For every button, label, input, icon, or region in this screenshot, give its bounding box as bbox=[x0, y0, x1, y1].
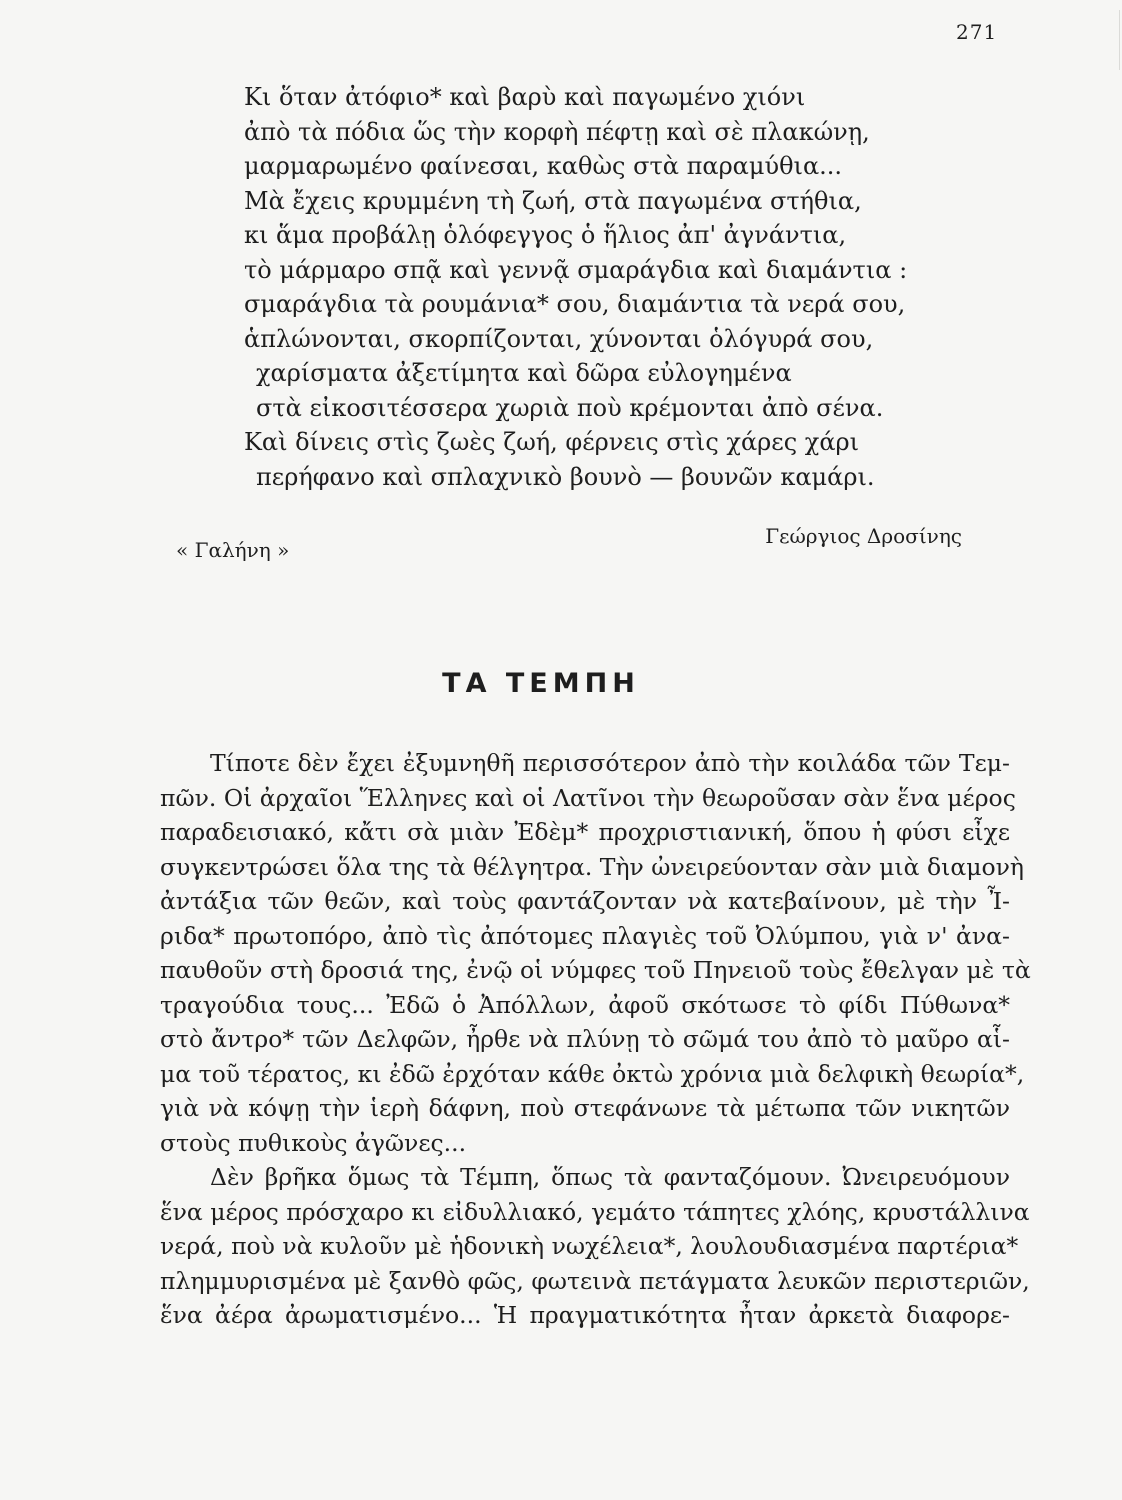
poem-author: Γεώργιος Δροσίνης bbox=[765, 524, 962, 548]
article-line: μα τοῦ τέρατος, κι ἐδῶ ἐρχόταν κάθε ὀκτὼ χρόνια μιὰ δελφικὴ θεωρία*, bbox=[160, 1059, 1025, 1088]
article-line: ἕνα ἀέρα ἀρωματισμένο... Ἡ πραγματικότητα ἦταν ἀρκετὰ διαφορε- bbox=[160, 1301, 1010, 1329]
poem-line: κι ἅμα προβάλῃ ὁλόφεγγος ὁ ἥλιος ἀπ' ἀγνάντια, bbox=[244, 221, 847, 249]
poem-line: στὰ εἰκοσιτέσσερα χωριὰ ποὺ κρέμονται ἀπὸ σένα. bbox=[256, 393, 884, 422]
page-number: 271 bbox=[956, 20, 998, 44]
article-line: ριδα* πρωτοπόρο, ἀπὸ τὶς ἀπότομες πλαγιὲς τοῦ Ὀλύμπου, γιὰ ν' ἀνα- bbox=[160, 921, 1010, 950]
article-line: νερά, ποὺ νὰ κυλοῦν μὲ ἡδονικὴ νωχέλεια*, λουλουδιασμένα παρτέρια* bbox=[160, 1232, 1019, 1260]
article-line: συγκεντρώσει ὅλα της τὰ θέλγητρα. Τὴν ὠνειρεύονταν σὰν μιὰ διαμονὴ bbox=[160, 852, 1024, 881]
article-line: τραγούδια τους... Ἐδῶ ὁ Ἀπόλλων, ἀφοῦ σκότωσε τὸ φίδι Πύθωνα* bbox=[160, 990, 1010, 1019]
article-line: στὸ ἄντρο* τῶν Δελφῶν, ἦρθε νὰ πλύνῃ τὸ σῶμά του ἀπὸ τὸ μαῦρο αἷ- bbox=[160, 1025, 1010, 1053]
poem-line: Κι ὅταν ἀτόφιο* καὶ βαρὺ καὶ παγωμένο χιόνι bbox=[244, 83, 806, 111]
poem-line: τὸ μάρμαρο σπᾷ καὶ γεννᾷ σμαράγδια καὶ διαμάντια : bbox=[244, 255, 908, 284]
poem-attribution bbox=[176, 524, 962, 564]
page-binding-edge bbox=[1105, 10, 1120, 70]
poem-line: περήφανο καὶ σπλαχνικὸ βουνὸ — βουνῶν καμάρι. bbox=[256, 462, 875, 491]
article-line: ἕνα μέρος πρόσχαρο κι εἰδυλλιακό, γεμάτο τάπητες χλόης, κρυστάλλινα bbox=[160, 1197, 1030, 1226]
poem-line: Καὶ δίνεις στὶς ζωὲς ζωή, φέρνεις στὶς χάρες χάρι bbox=[244, 428, 860, 456]
article-line: πλημμυρισμένα μὲ ξανθὸ φῶς, φωτεινὰ πετάγματα λευκῶν περιστεριῶν, bbox=[160, 1266, 1030, 1295]
poem-line: ἀπὸ τὰ πόδια ὥς τὴν κορφὴ πέφτῃ καὶ σὲ πλακώνῃ, bbox=[244, 117, 870, 146]
article-line: Τίποτε δὲν ἔχει ἐξυμνηθῆ περισσότερον ἀπὸ τὴν κοιλάδα τῶν Τεμ- bbox=[210, 749, 1010, 777]
article-line: Δὲν βρῆκα ὅμως τὰ Τέμπη, ὅπως τὰ φανταζόμουν. Ὠνειρευόμουν bbox=[210, 1163, 1010, 1191]
poem-line: χαρίσματα ἀξετίμητα καὶ δῶρα εὐλογημένα bbox=[256, 359, 792, 387]
poem-line: ἁπλώνονται, σκορπίζονται, χύνονται ὁλόγυρά σου, bbox=[244, 324, 874, 353]
article-line: ἀντάξια τῶν θεῶν, καὶ τοὺς φαντάζονταν νὰ κατεβαίνουν, μὲ τὴν Ἶ- bbox=[160, 887, 1010, 915]
poem-line: σμαράγδια τὰ ρουμάνια* σου, διαμάντια τὰ νερά σου, bbox=[244, 290, 906, 318]
article-title: ΤΑ ΤΕΜΠΗ bbox=[442, 668, 640, 699]
article-line: παυθοῦν στὴ δροσιά της, ἐνῷ οἱ νύμφες τοῦ Πηνειοῦ τοὺς ἔθελγαν μὲ τὰ bbox=[160, 956, 1031, 984]
poem-line: Μὰ ἔχεις κρυμμένη τὴ ζωή, στὰ παγωμένα στήθια, bbox=[244, 186, 862, 215]
article-line: γιὰ νὰ κόψῃ τὴν ἱερὴ δάφνη, ποὺ στεφάνωνε τὰ μέτωπα τῶν νικητῶν bbox=[160, 1094, 1010, 1122]
poem bbox=[244, 80, 984, 494]
article-line: πῶν. Οἱ ἀρχαῖοι Ἕλληνες καὶ οἱ Λατῖνοι τὴν θεωροῦσαν σὰν ἕνα μέρος bbox=[160, 783, 1016, 812]
article-body bbox=[160, 746, 1031, 1333]
article-line: παραδεισιακό, κἄτι σὰ μιὰν Ἐδὲμ* προχριστιανική, ὅπου ἡ φύσι εἶχε bbox=[160, 818, 1010, 846]
article-line: στοὺς πυθικοὺς ἀγῶνες... bbox=[160, 1128, 467, 1157]
poem-source: « Γαλήνη » bbox=[176, 538, 290, 562]
poem-line: μαρμαρωμένο φαίνεσαι, καθὼς στὰ παραμύθια... bbox=[244, 152, 843, 180]
